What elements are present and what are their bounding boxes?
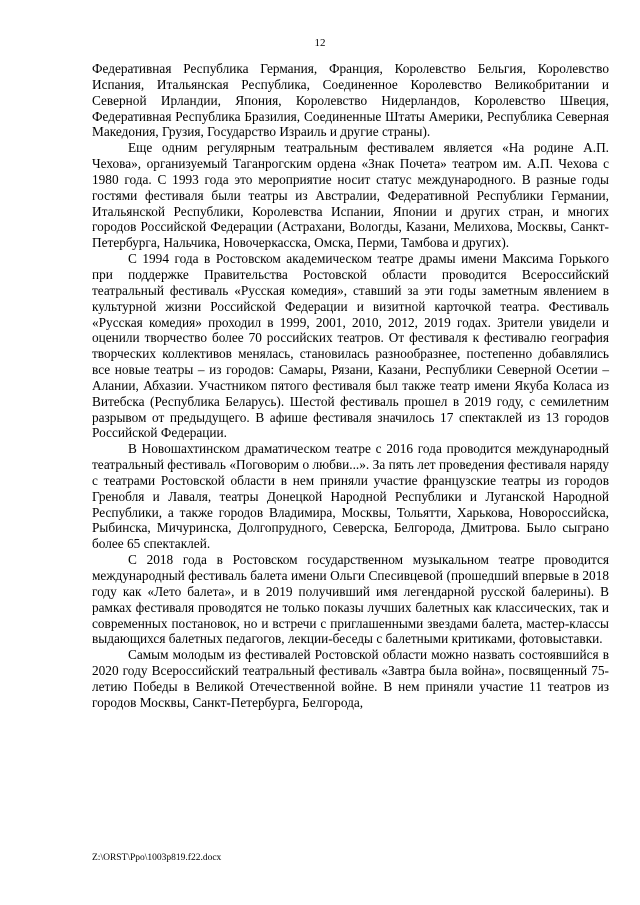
page-number: 12 (314, 37, 326, 49)
paragraph-tomorrow-was-war-festival: Самым молодым из фестивалей Ростовской области можно назвать состоявшийся в 2020 году Всероссийский театральный фестиваль «Завтра была война», посвященный 75-летию Победы в Великой Отечественной войне. В нем приняли участие 11 театров из городов Москвы, Санкт-Петербурга, Белгорода, (92, 647, 609, 710)
paragraph-lets-talk-about-love-festival: В Новошахтинском драматическом театре с 2016 года проводится международный театральный фестиваль «Поговорим о любви...». За пять лет проведения фестиваля наряду с театрами Ростовской области в нем приняли участие французские театры из городов Гренобля и Лаваля, театры Донецкой Народной Республики и Луганской Народной Республики, а также городов Владимира, Москвы, Тольятти, Харькова, Новороссийска, Рыбинска, Мичуринска, Долгопрудного, Северска, Белгорода, Дмитрова. Было сыграно более 65 спектаклей. (92, 441, 609, 552)
paragraph-continued: Федеративная Республика Германия, Франция, Королевство Бельгия, Королевство Испания, Итальянская Республика, Соединенное Королевство Великобритании и Северной Ирландии, Япония, Королевство Нидерландов, Королевство Швеция, Федеративная Республика Бразилия, Соединенные Штаты Америки, Республика Северная Македония, Грузия, Государство Израиль и другие страны). (92, 61, 609, 140)
paragraph-ballet-festival: С 2018 года в Ростовском государственном музыкальном театре проводится международный фестиваль балета имени Ольги Спесивцевой (прошедший впервые в 2018 году как «Лето балета», и в 2019 получивший имя легендарной русской балерины). В рамках фестиваля проводятся не только показы лучших балетных как классических, так и современных постановок, но и встречи с приглашенными звездами балета, мастер-классы выдающихся балетных педагогов, лекции-беседы с балетными критиками, фотовыставки. (92, 552, 609, 647)
footer-file-path: Z:\ORST\Ppo\1003p819.f22.docx (92, 853, 222, 863)
paragraph-russian-comedy-festival: С 1994 года в Ростовском академическом театре драмы имени Максима Горького при поддержке Правительства Ростовской области проводится Всероссийский театральный фестиваль «Русская комедия», ставший за эти годы заметным явлением в культурной жизни Российской Федерации и визитной карточкой театра. Фестиваль «Русская комедия» проходил в 1999, 2001, 2010, 2012, 2019 годах. Зрители увидели и оценили творчество более 70 российских театров. От фестиваля к фестивалю география творческих коллективов менялась, становилась разнообразнее, постепенно добавлялись все новые театры – из городов: Самары, Рязани, Казани, Республики Северной Осетии – Алании, Абхазии. Участником пятого фестиваля был также театр имени Якуба Коласа из Витебска (Республика Беларусь). Шестой фестиваль прошел в 2019 году, с семилетним разрывом от предыдущего. В афише фестиваля значилось 17 спектаклей из 13 городов Российской Федерации. (92, 251, 609, 441)
document-body (92, 61, 609, 711)
paragraph-chekhov-festival: Еще одним регулярным театральным фестивалем является «На родине А.П. Чехова», организуемый Таганрогским ордена «Знак Почета» театром им. А.П. Чехова с 1980 года. С 1993 года это мероприятие носит статус международного. В разные годы гостями фестиваля были театры из Австралии, Федеративной Республики Германии, Итальянской Республики, Королевства Испании, Японии и других стран, и многих городов Российской Федерации (Астрахани, Вологды, Казани, Мелихова, Москвы, Санкт-Петербурга, Нальчика, Новочеркасска, Омска, Перми, Тамбова и других). (92, 140, 609, 251)
